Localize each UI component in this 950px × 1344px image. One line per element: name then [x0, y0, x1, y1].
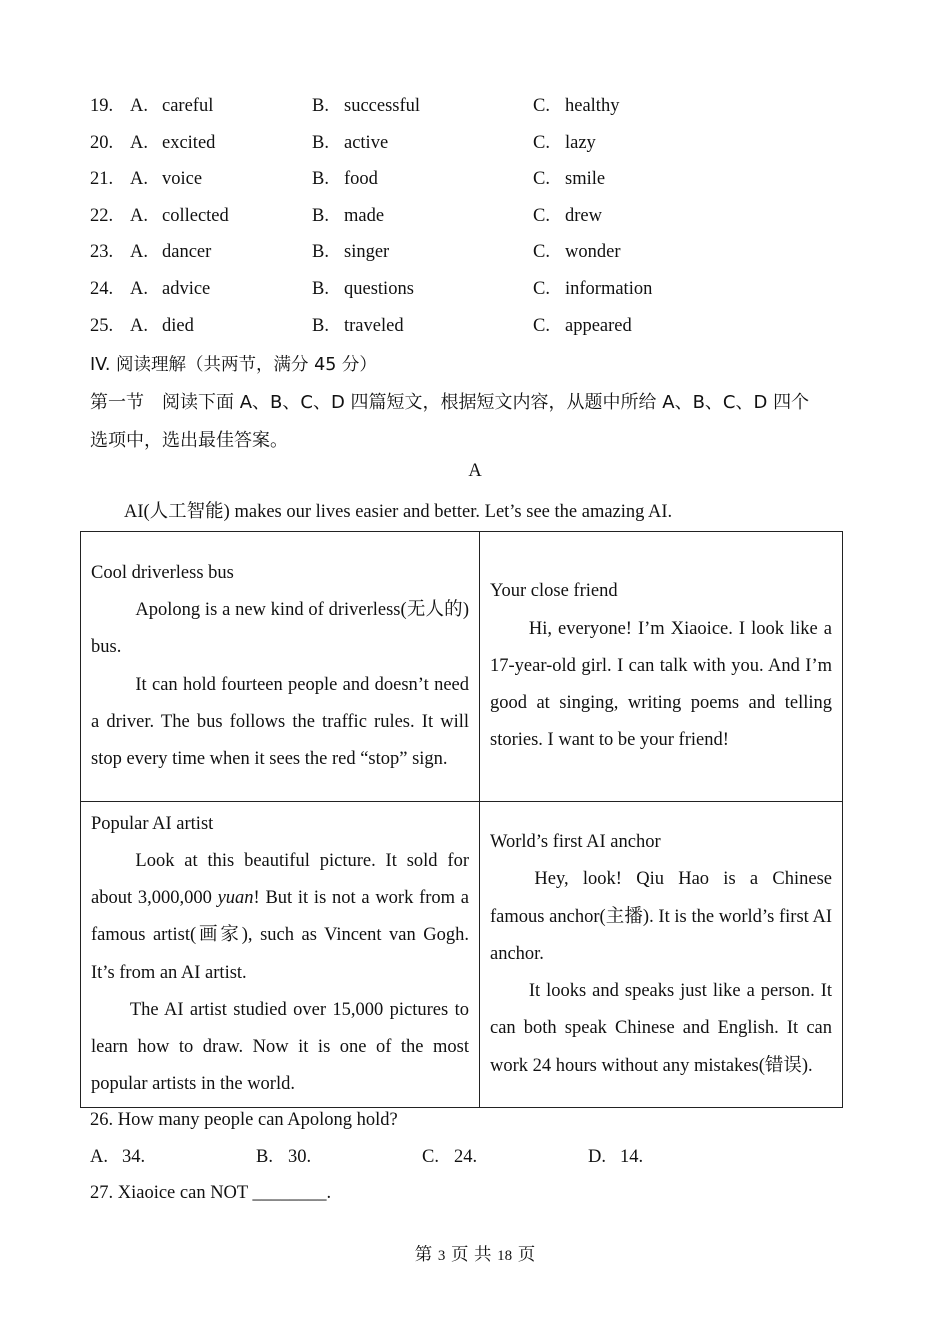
artist-p1-em: yuan — [217, 888, 254, 909]
section-instruction-line2: 选项中，选出最佳答案。 — [90, 430, 288, 451]
artist-p1-post: ! But it is not a work from a famous artist(画家), such as Vincent van Gogh. It’s from an AI artist. — [91, 888, 469, 983]
option-a-text: excited — [162, 132, 216, 153]
option-b — [312, 206, 384, 227]
option-row — [90, 279, 850, 309]
friend-paragraph-1: Hi, everyone! I’m Xiaoice. I look like a 17-year-old girl. I can talk with you. And I’m good at singing, writing poems and telling stories. I want to be your friend! — [490, 618, 832, 751]
option-b-text: food — [344, 169, 378, 190]
option-b-text: successful — [344, 96, 421, 116]
passage-label: A — [468, 461, 482, 481]
option-row — [90, 96, 850, 126]
letter-b: B. — [312, 205, 329, 226]
option-b — [312, 133, 388, 154]
question-number: 24. — [90, 279, 114, 299]
q26-number: 26. — [90, 1110, 114, 1130]
letter-c: C. — [533, 315, 550, 336]
question-number: 25. — [90, 315, 114, 336]
option-c — [533, 169, 605, 190]
letter-c: C. — [533, 242, 550, 263]
anchor-paragraph-1: Hey, look! Qiu Hao is a Chinese famous anchor(主播). It is the world’s first AI anchor. — [490, 869, 832, 964]
q27-text: Xiaoice can NOT ________. — [117, 1183, 332, 1203]
letter-a: A. — [130, 205, 148, 226]
question-27 — [90, 1183, 331, 1204]
option-row — [90, 206, 850, 236]
option-c-text: drew — [565, 205, 602, 226]
option-a — [130, 279, 210, 300]
option-row — [90, 133, 850, 163]
q26-option-c — [422, 1147, 477, 1168]
letter-c: C. — [533, 132, 550, 153]
question-26 — [90, 1110, 398, 1131]
option-a — [130, 169, 202, 190]
q26-letter-d: D. — [588, 1147, 606, 1167]
footer-total-pages: 18 — [497, 1248, 513, 1264]
artist-title: Popular AI artist — [91, 813, 214, 834]
letter-b: B. — [312, 132, 329, 153]
option-c — [533, 96, 619, 117]
option-row — [90, 242, 850, 272]
question-number: 23. — [90, 242, 114, 263]
option-a — [130, 206, 229, 227]
letter-a: A. — [130, 96, 148, 116]
option-b — [312, 169, 378, 190]
anchor-paragraph-2: It looks and speaks just like a person. It can both speak Chinese and English. It can work 24 hours without any mistakes(错误). — [490, 981, 832, 1076]
option-a-text: died — [162, 315, 194, 336]
cell-ai-anchor — [480, 802, 843, 1108]
option-b — [312, 242, 389, 263]
cell-driverless-bus — [81, 532, 480, 802]
artist-p1-pre: Look at this beautiful picture. It sold for about 3,000,000 — [91, 850, 469, 909]
option-b-text: traveled — [344, 315, 404, 336]
option-b — [312, 316, 404, 337]
q26-letter-a: A. — [90, 1147, 108, 1167]
q26-option-a — [90, 1147, 145, 1168]
question-number: 20. — [90, 132, 114, 153]
option-c-text: healthy — [565, 96, 620, 116]
question-number: 19. — [90, 96, 114, 116]
letter-c: C. — [533, 205, 550, 226]
q26-text: How many people can Apolong hold? — [117, 1110, 398, 1130]
letter-b: B. — [312, 169, 329, 190]
bus-paragraph-1: Apolong is a new kind of driverless(无人的) bus. — [91, 600, 469, 658]
q26-value-b: 30. — [288, 1147, 312, 1167]
letter-b: B. — [312, 242, 329, 263]
letter-c: C. — [533, 169, 550, 190]
section-heading: IV. 阅读理解（共两节，满分 45 分） — [90, 355, 377, 375]
question-number: 21. — [90, 169, 114, 190]
anchor-title: World’s first AI anchor — [490, 832, 661, 853]
q26-option-b — [256, 1147, 311, 1168]
option-b — [312, 96, 420, 117]
page-footer — [0, 1241, 950, 1266]
option-c-text: smile — [565, 169, 606, 190]
bus-paragraph-2: It can hold fourteen people and doesn’t need a driver. The bus follows the traffic rules. It will stop every time when it sees the red “stop” sign. — [91, 674, 469, 769]
option-c-text: lazy — [565, 132, 596, 153]
q26-value-d: 14. — [620, 1147, 644, 1167]
option-a — [130, 316, 194, 337]
option-a — [130, 242, 211, 263]
letter-a: A. — [130, 242, 148, 263]
letter-a: A. — [130, 279, 148, 299]
artist-paragraph-2: The AI artist studied over 15,000 pictures to learn how to draw. Now it is one of the most popular artists in the world. — [91, 999, 469, 1095]
option-c-text: wonder — [565, 242, 621, 263]
ai-table — [80, 531, 843, 1108]
passage-intro: AI(人工智能) makes our lives easier and better. Let’s see the amazing AI. — [124, 502, 673, 522]
q26-value-c: 24. — [454, 1147, 478, 1167]
letter-c: C. — [533, 96, 550, 116]
option-c — [533, 279, 652, 300]
option-c — [533, 206, 602, 227]
bus-title: Cool driverless bus — [91, 562, 234, 583]
option-c — [533, 242, 620, 263]
letter-b: B. — [312, 315, 329, 336]
option-a-text: advice — [162, 279, 211, 299]
option-row — [90, 169, 850, 199]
option-a-text: careful — [162, 96, 214, 116]
footer-mid: 页 共 — [450, 1245, 492, 1265]
q26-value-a: 34. — [122, 1147, 146, 1167]
option-a — [130, 96, 213, 117]
letter-b: B. — [312, 279, 329, 299]
cell-ai-artist — [81, 802, 480, 1108]
option-b — [312, 279, 414, 300]
option-b-text: made — [344, 205, 385, 226]
option-b-text: singer — [344, 242, 390, 263]
option-c-text: appeared — [565, 315, 632, 336]
option-c — [533, 133, 596, 154]
q26-letter-b: B. — [256, 1147, 273, 1167]
footer-page-number: 3 — [437, 1248, 446, 1264]
letter-b: B. — [312, 96, 329, 116]
footer-post: 页 — [517, 1245, 536, 1265]
cell-close-friend — [480, 532, 843, 802]
option-a — [130, 133, 215, 154]
footer-pre: 第 — [414, 1245, 433, 1265]
q26-letter-c: C. — [422, 1147, 439, 1167]
option-a-text: dancer — [162, 242, 212, 263]
q26-option-d — [588, 1147, 643, 1168]
letter-a: A. — [130, 132, 148, 153]
friend-title: Your close friend — [490, 581, 618, 602]
question-number: 22. — [90, 205, 114, 226]
q27-number: 27. — [90, 1183, 114, 1203]
section-instruction-line1: 第一节 阅读下面 A、B、C、D 四篇短文，根据短文内容，从题中所给 A、B、C、D 四个 — [90, 392, 810, 413]
option-a-text: voice — [162, 169, 203, 190]
artist-paragraph-1 — [91, 843, 469, 992]
letter-a: A. — [130, 169, 148, 190]
letter-c: C. — [533, 279, 550, 299]
option-b-text: active — [344, 132, 389, 153]
letter-a: A. — [130, 315, 148, 336]
option-row — [90, 316, 850, 346]
option-b-text: questions — [344, 279, 414, 299]
option-a-text: collected — [162, 205, 229, 226]
option-c — [533, 316, 632, 337]
option-c-text: information — [565, 279, 653, 299]
